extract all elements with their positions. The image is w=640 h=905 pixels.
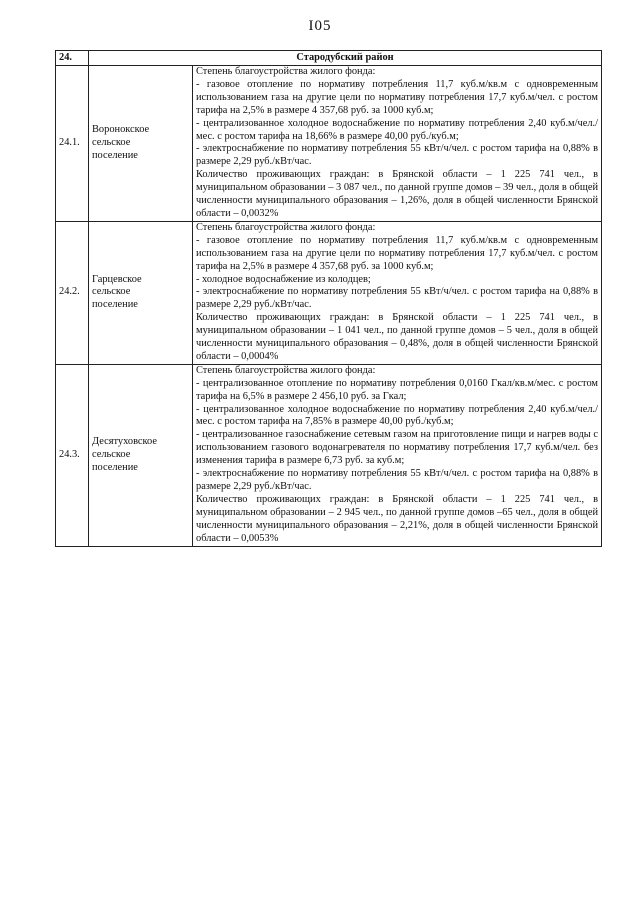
- description-line: Степень благоустройства жилого фонда:: [196, 66, 376, 77]
- settlement-name: [89, 66, 193, 222]
- settlement-name: [89, 364, 193, 546]
- table-header-row: [56, 51, 602, 66]
- description-line: - централизованное холодное водоснабжение по нормативу потребления 2,40 куб.м/чел./мес. с ростом тарифа на 18,66% в размере 40,00 руб./куб.м;: [196, 117, 599, 142]
- region-title: Стародубский район: [89, 51, 602, 66]
- settlement-name-line: поселение: [92, 149, 138, 161]
- settlement-name-line: сельское: [92, 286, 131, 298]
- description-line: - холодное водоснабжение из колодцев;: [196, 273, 371, 285]
- row-number: 24.1.: [56, 66, 89, 222]
- row-number: 24.2.: [56, 221, 89, 364]
- description-line: Количество проживающих граждан: в Брянской области – 1 225 741 чел., в муниципальном образовании – 3 087 чел., по данной группе домов – 39 чел., доля в общей численности муниципального образования – 1,26%, доля в общей численности Брянской области – 0,0032%: [196, 169, 599, 219]
- description-line: - электроснабжение по нормативу потребления 55 кВт/ч/чел. с ростом тарифа на 0,88% в размере 2,29 руб./кВт/час.: [196, 143, 599, 168]
- description-line: Степень благоустройства жилого фонда:: [196, 221, 376, 233]
- settlement-name-line: поселение: [92, 461, 138, 473]
- settlement-name: [89, 221, 193, 364]
- settlement-name-line: Десятуховское: [92, 435, 157, 447]
- description-line: Количество проживающих граждан: в Брянской области – 1 225 741 чел., в муниципальном образовании – 2 945 чел., по данной группе домов –65 чел., доля в общей численности муниципального образования – 2,21%, доля в общей численности Брянской области – 0,0053%: [196, 493, 599, 544]
- description-line: Количество проживающих граждан: в Брянской области – 1 225 741 чел., в муниципальном образовании – 1 041 чел., по данной группе домов – 5 чел., доля в общей численности муниципального образования – 0,48%, доля в общей численности Брянской области – 0,0004%: [196, 312, 599, 362]
- description-line: - электроснабжение по нормативу потребления 55 кВт/ч/чел. с ростом тарифа на 0,88% в размере 2,29 руб./кВт/час.: [196, 468, 599, 492]
- settlement-name-line: сельское: [92, 448, 131, 460]
- description-line: - газовое отопление по нормативу потребления 11,7 куб.м/кв.м с одновременным использованием газа на другие цели по нормативу потребления 17,7 куб.м/чел. с ростом тарифа на 2,5% в размере 4 357,68 руб. за 1000 куб.м;: [196, 234, 599, 272]
- table-row: [56, 364, 602, 546]
- table-row: [56, 66, 602, 222]
- row-number: 24.3.: [56, 364, 89, 546]
- region-number: 24.: [56, 51, 89, 66]
- settlement-name-line: Воронокское: [92, 124, 150, 136]
- settlement-description: [193, 364, 602, 546]
- tariff-table: [55, 50, 602, 547]
- table-row: [56, 221, 602, 364]
- description-line: - газовое отопление по нормативу потребления 11,7 куб.м/кв.м с одновременным использованием газа на другие цели по нормативу потребления 17,7 куб.м/чел. с ростом тарифа на 2,5% в размере 4 357,68 руб. за 1000 куб.м;: [196, 78, 599, 116]
- settlement-name-line: Гарцевское: [92, 273, 142, 285]
- description-line: - централизованное холодное водоснабжение по нормативу потребления 2,40 куб.м/чел./мес. с ростом тарифа на 7,85% в размере 40,00 руб./куб.м;: [196, 403, 599, 428]
- description-line: Степень благоустройства жилого фонда:: [196, 364, 376, 376]
- description-line: - централизованное отопление по нормативу потребления 0,0160 Гкал/кв.м/мес. с ростом тарифа на 6,5% в размере 2 456,10 руб. за Гкал;: [196, 377, 599, 402]
- settlement-name-line: поселение: [92, 299, 138, 311]
- settlement-description: [193, 66, 602, 222]
- description-line: - электроснабжение по нормативу потребления 55 кВт/ч/чел. с ростом тарифа на 0,88% в размере 2,29 руб./кВт/час.: [196, 286, 599, 311]
- description-line: - централизованное газоснабжение сетевым газом на приготовление пищи и нагрев воды с использованием газового водонагревателя по нормативу потребления 17,7 куб.м/чел. без изменения тарифа в размере 6,73 руб. за куб.м;: [196, 429, 599, 467]
- page-number: I05: [308, 18, 332, 34]
- settlement-name-line: сельское: [92, 136, 131, 148]
- settlement-description: [193, 221, 602, 364]
